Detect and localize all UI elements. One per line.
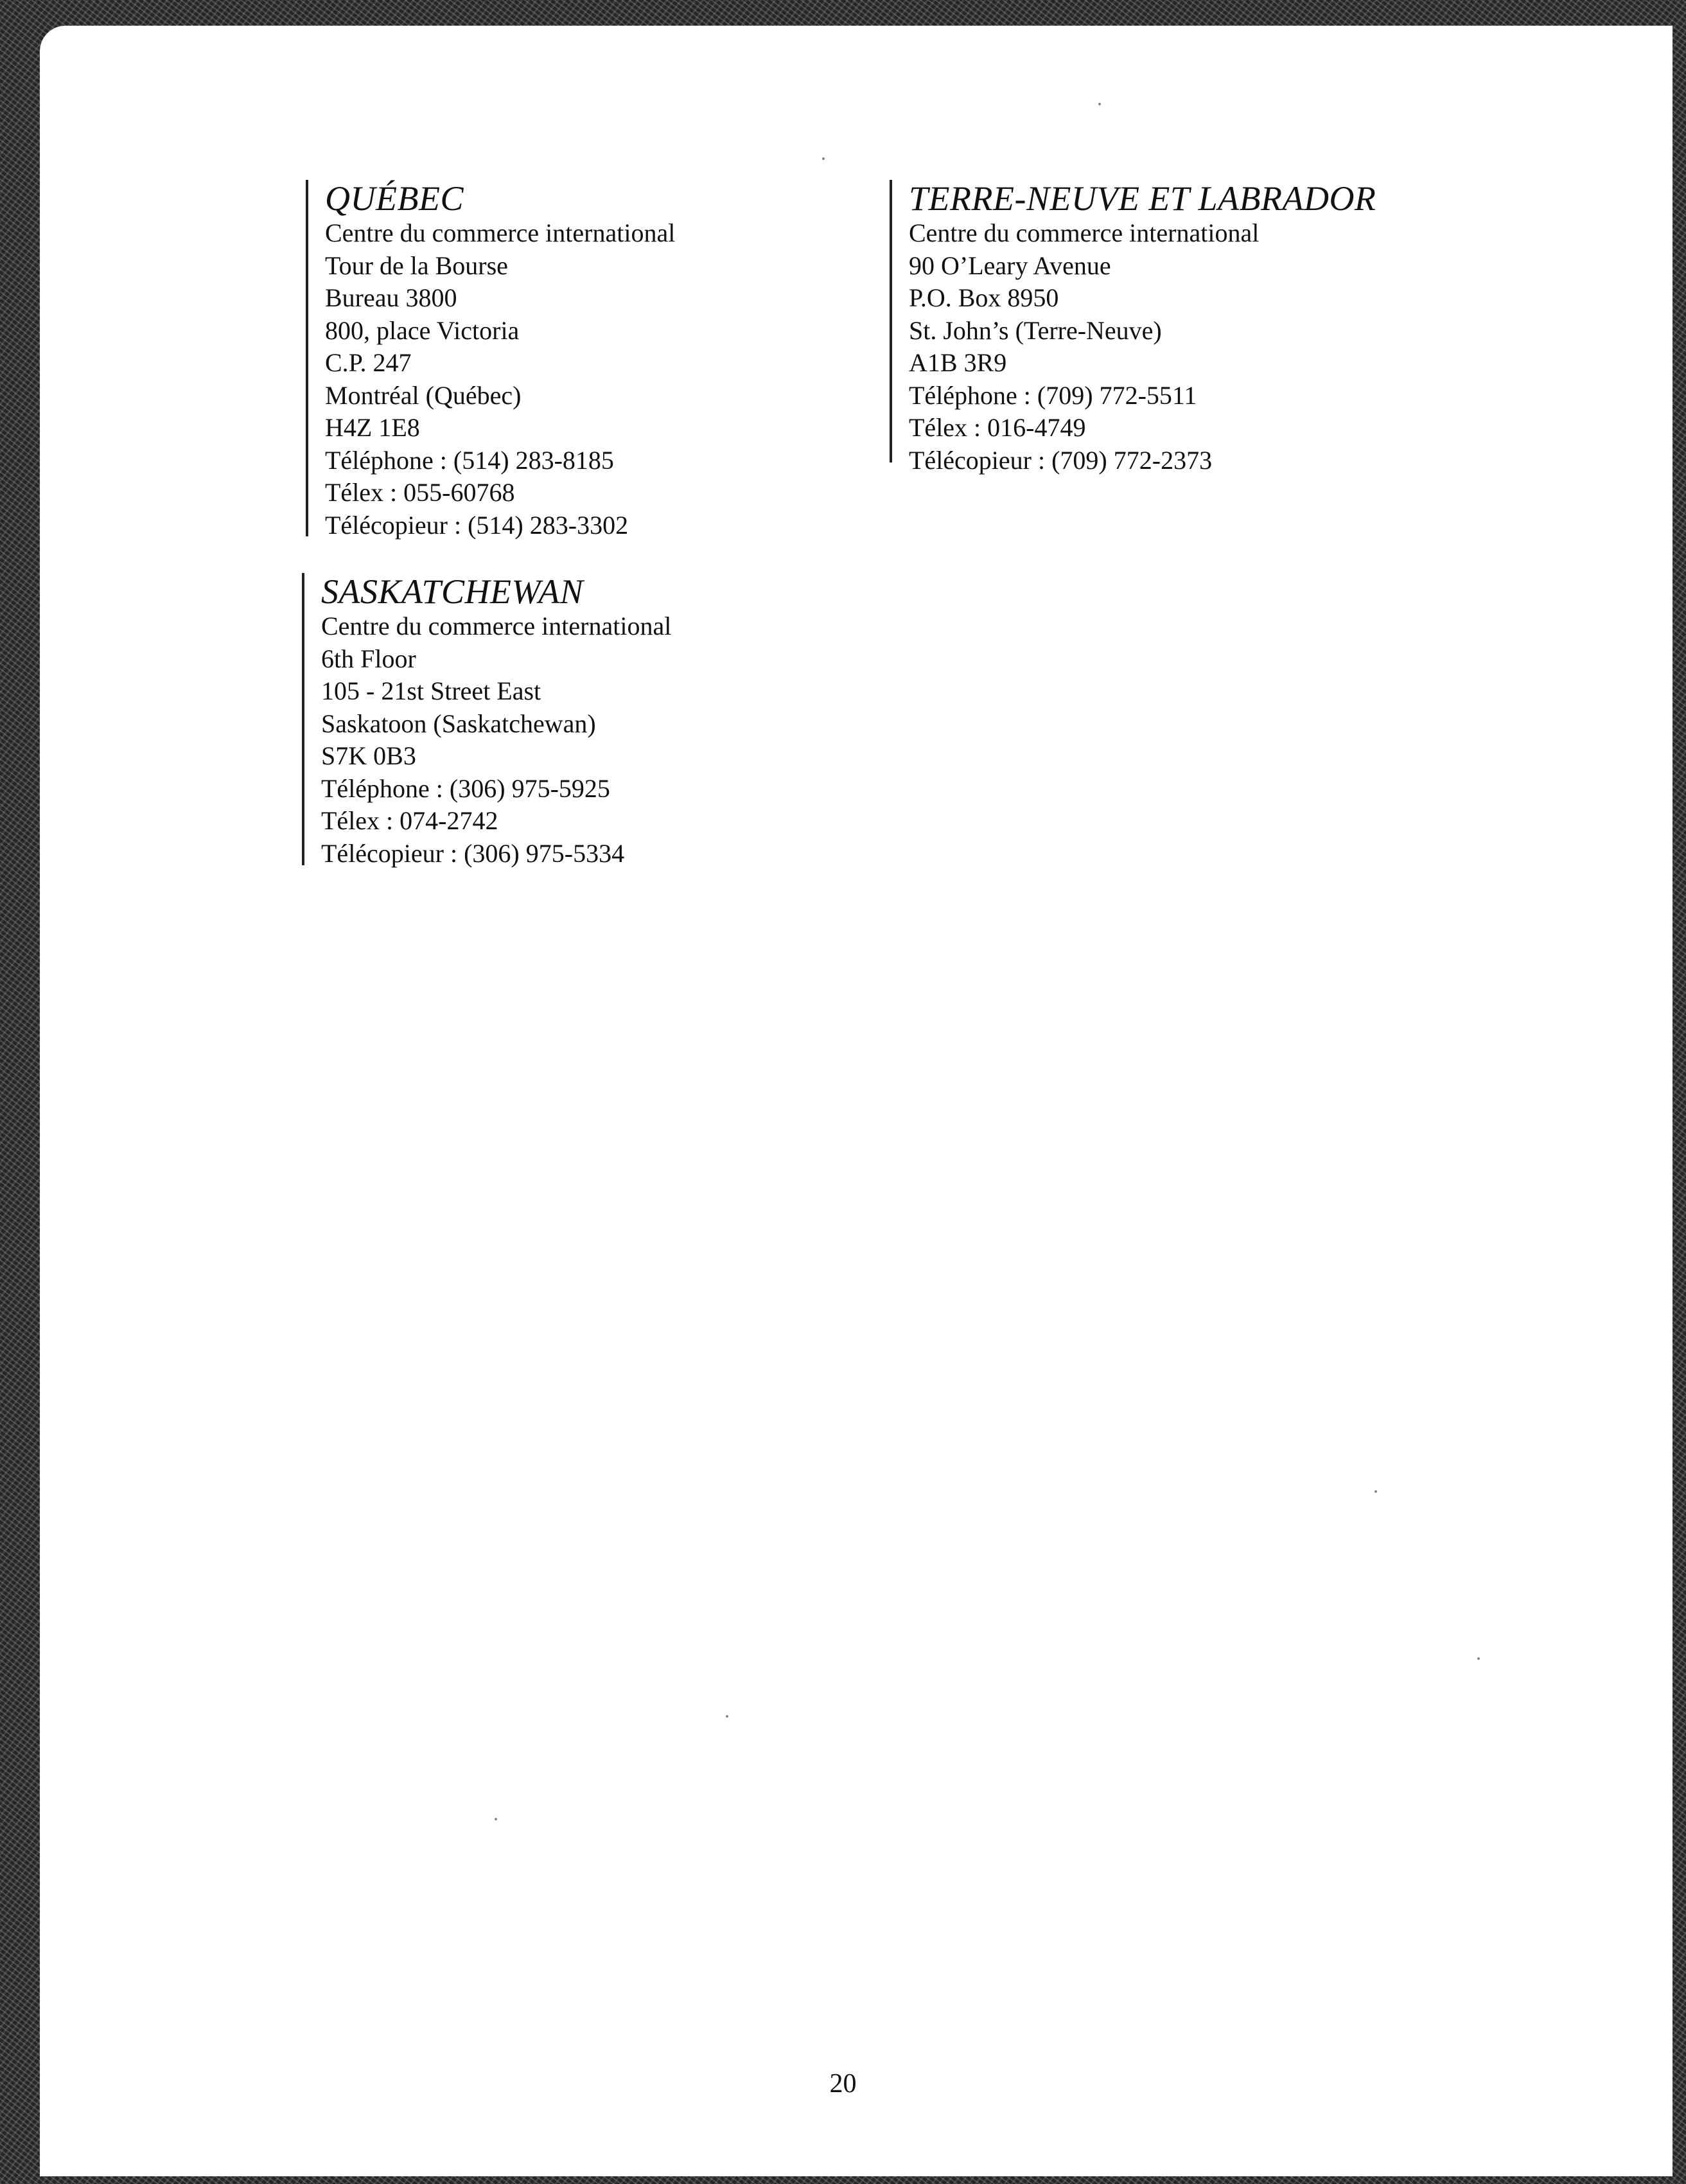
scan-speck — [495, 1818, 497, 1820]
address-line: Saskatoon (Saskatchewan) — [321, 709, 596, 738]
phone-line: Téléphone : (709) 772-5511 — [909, 380, 1197, 410]
phone-line: Téléphone : (514) 283-8185 — [325, 445, 614, 475]
fax-line: Télécopieur : (306) 975-5334 — [321, 838, 625, 868]
address-line: C.P. 247 — [325, 348, 412, 377]
telex-line: Télex : 074-2742 — [321, 806, 498, 835]
section-heading-saskatchewan: SASKATCHEWAN — [321, 572, 584, 611]
address-line: St. John’s (Terre-Neuve) — [909, 315, 1162, 345]
address-block-terre-neuve — [890, 179, 1376, 475]
address-line: Montréal (Québec) — [325, 380, 522, 410]
address-line: 90 O’Leary Avenue — [909, 251, 1111, 280]
address-block-quebec — [306, 179, 676, 540]
address-line: P.O. Box 8950 — [909, 283, 1059, 312]
address-line: Bureau 3800 — [325, 283, 457, 312]
address-line: 800, place Victoria — [325, 315, 520, 345]
telex-line: Télex : 016-4749 — [909, 413, 1086, 442]
scan-speck — [726, 1715, 728, 1718]
address-line: 105 - 21st Street East — [321, 676, 541, 705]
address-line: A1B 3R9 — [909, 348, 1007, 377]
fax-line: Télécopieur : (514) 283-3302 — [325, 510, 629, 540]
address-line: Tour de la Bourse — [325, 251, 508, 280]
page-number: 20 — [829, 2069, 857, 2099]
document-page — [40, 26, 1673, 2176]
scan-speck — [1098, 103, 1101, 105]
address-line: 6th Floor — [321, 644, 416, 673]
telex-line: Télex : 055-60768 — [325, 478, 515, 507]
section-heading-terre-neuve: TERRE-NEUVE ET LABRADOR — [909, 179, 1376, 218]
scan-speck — [1374, 1490, 1377, 1493]
address-line: Centre du commerce international — [325, 218, 676, 247]
address-line: H4Z 1E8 — [325, 413, 420, 442]
address-line: Centre du commerce international — [321, 612, 672, 640]
address-block-saskatchewan — [302, 572, 672, 868]
address-line: Centre du commerce international — [909, 218, 1260, 247]
scan-speck — [1477, 1657, 1480, 1660]
section-heading-quebec: QUÉBEC — [325, 179, 464, 218]
address-line: S7K 0B3 — [321, 741, 416, 770]
phone-line: Téléphone : (306) 975-5925 — [321, 773, 610, 803]
scan-speck — [822, 157, 825, 160]
fax-line: Télécopieur : (709) 772-2373 — [909, 445, 1213, 475]
